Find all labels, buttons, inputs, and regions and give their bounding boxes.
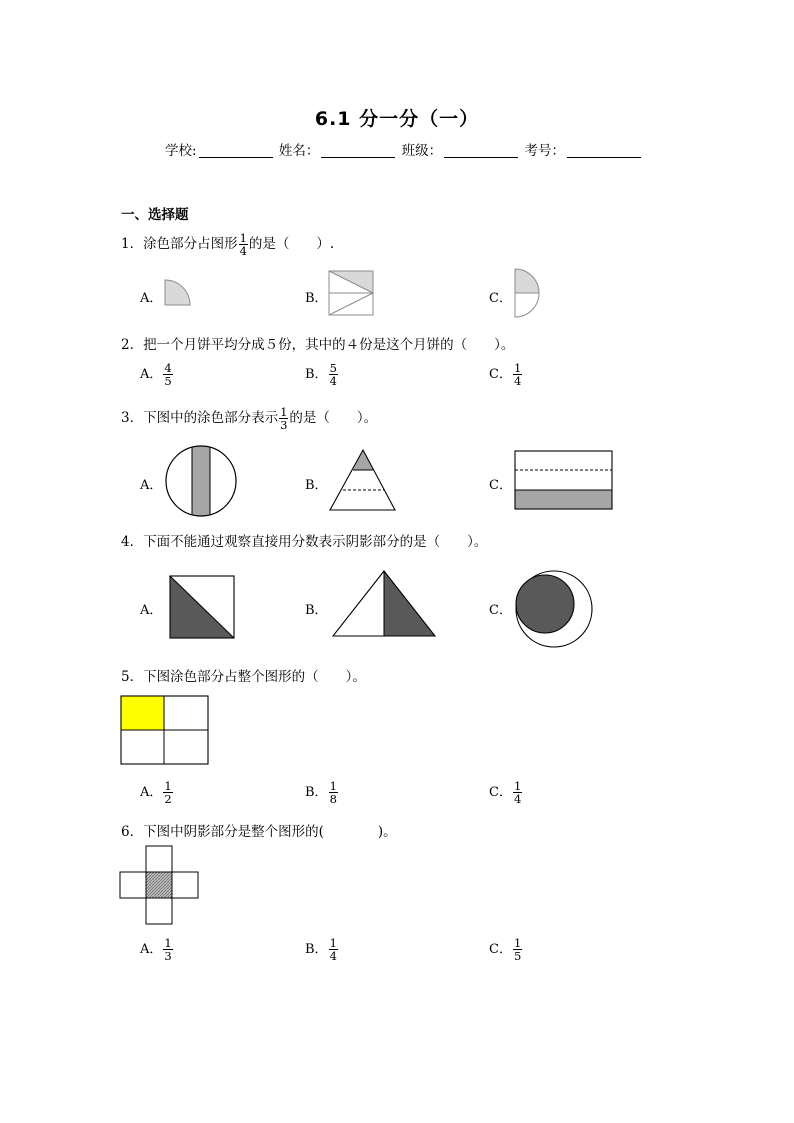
q3-option-a-figure bbox=[166, 446, 238, 518]
question-1-text-before: 1．涂色部分占图形 bbox=[121, 236, 238, 252]
q4-option-a-figure bbox=[170, 576, 236, 640]
fraction-denominator: 4 bbox=[239, 244, 247, 258]
question-3-text-after: 的是（ ）。 bbox=[289, 410, 378, 426]
q4-option-b-label[interactable]: B． bbox=[305, 603, 328, 618]
q1-option-c-figure bbox=[515, 269, 542, 319]
q5-option-c[interactable] bbox=[489, 780, 523, 805]
question-1-text-after: 的是（ ）. bbox=[248, 236, 335, 252]
question-6: 6．下图中阴影部分是整个图形的( )。 bbox=[121, 824, 397, 840]
fraction-numerator: 1 bbox=[164, 936, 172, 950]
fraction-denominator: 5 bbox=[513, 949, 522, 963]
fraction-denominator: 2 bbox=[164, 792, 172, 806]
number-blank[interactable] bbox=[567, 145, 641, 158]
q2-option-b[interactable] bbox=[305, 362, 339, 387]
section-heading: 一、选择题 bbox=[121, 207, 189, 223]
q2-option-a[interactable] bbox=[140, 362, 174, 387]
q3-option-c-figure bbox=[515, 451, 614, 511]
q5-option-b[interactable] bbox=[305, 780, 339, 805]
option-label: C． bbox=[489, 942, 512, 957]
school-blank[interactable] bbox=[199, 145, 273, 158]
option-fraction bbox=[513, 362, 522, 387]
fraction-numerator: 1 bbox=[513, 779, 522, 793]
option-label: A． bbox=[140, 785, 163, 800]
option-fraction bbox=[329, 362, 338, 387]
name-label: 姓名： bbox=[278, 143, 320, 159]
fraction-numerator: 1 bbox=[164, 779, 172, 793]
fraction-numerator: 1 bbox=[329, 779, 337, 793]
q6-option-b[interactable] bbox=[305, 937, 339, 962]
number-label: 考号： bbox=[524, 143, 565, 159]
question-1 bbox=[121, 232, 334, 257]
fraction-denominator: 4 bbox=[513, 792, 522, 806]
option-fraction bbox=[329, 937, 338, 962]
option-fraction bbox=[163, 780, 172, 805]
option-label: A． bbox=[140, 367, 163, 382]
q4-option-c-figure bbox=[515, 571, 595, 649]
fraction-numerator: 5 bbox=[329, 361, 337, 375]
fraction-numerator: 1 bbox=[239, 231, 247, 245]
q6-option-a[interactable] bbox=[140, 937, 174, 962]
fraction-numerator: 1 bbox=[513, 361, 522, 375]
option-label: B． bbox=[305, 942, 328, 957]
class-label: 班级： bbox=[401, 143, 443, 159]
fraction-denominator: 3 bbox=[164, 949, 172, 963]
fraction-numerator: 4 bbox=[164, 361, 172, 375]
option-label: C． bbox=[489, 367, 512, 382]
q4-option-c-label[interactable]: C． bbox=[489, 603, 512, 618]
q4-option-a-label[interactable]: A． bbox=[140, 603, 163, 618]
fraction-numerator: 1 bbox=[513, 936, 522, 950]
q6-option-c[interactable] bbox=[489, 937, 523, 962]
fraction-denominator: 4 bbox=[513, 374, 522, 388]
option-label: A． bbox=[140, 942, 163, 957]
q4-option-b-figure bbox=[333, 571, 437, 638]
option-label: C． bbox=[489, 785, 512, 800]
fraction-denominator: 3 bbox=[280, 418, 288, 432]
question-2: 2．把一个月饼平均分成５份，其中的４份是这个月饼的（ ）。 bbox=[121, 337, 515, 353]
fraction-numerator: 1 bbox=[280, 405, 288, 419]
fraction-numerator: 1 bbox=[329, 936, 337, 950]
q3-option-c-label[interactable]: C． bbox=[489, 478, 512, 493]
question-3-text-before: 3．下图中的涂色部分表示 bbox=[121, 410, 279, 426]
q1-option-b-figure bbox=[329, 271, 375, 317]
option-fraction bbox=[329, 780, 338, 805]
q3-option-a-label[interactable]: A． bbox=[140, 478, 163, 493]
question-5: 5．下图涂色部分占整个图形的（ ）。 bbox=[121, 669, 366, 685]
q5-option-a[interactable] bbox=[140, 780, 174, 805]
fraction-denominator: 4 bbox=[329, 374, 337, 388]
q2-option-c[interactable] bbox=[489, 362, 523, 387]
q1-option-b-label[interactable]: B． bbox=[305, 291, 328, 306]
option-fraction bbox=[513, 780, 522, 805]
school-label: 学校: bbox=[165, 143, 197, 159]
fraction-denominator: 8 bbox=[329, 792, 337, 806]
q3-option-b-figure bbox=[330, 450, 396, 512]
fraction-denominator: 4 bbox=[329, 949, 337, 963]
class-blank[interactable] bbox=[444, 145, 518, 158]
q5-grid-figure bbox=[121, 696, 211, 766]
q1-option-a-figure bbox=[165, 280, 191, 307]
student-info-line bbox=[165, 139, 643, 159]
q6-cross-figure bbox=[120, 846, 200, 926]
option-fraction bbox=[163, 362, 172, 387]
option-fraction bbox=[513, 937, 522, 962]
fraction-denominator: 5 bbox=[164, 374, 172, 388]
question-4: 4．下面不能通过观察直接用分数表示阴影部分的是（ ）。 bbox=[121, 534, 488, 550]
option-label: B． bbox=[305, 367, 328, 382]
option-label: B． bbox=[305, 785, 328, 800]
name-blank[interactable] bbox=[321, 145, 395, 158]
question-3-fraction bbox=[279, 406, 288, 431]
question-3 bbox=[121, 406, 377, 431]
q1-option-c-label[interactable]: C． bbox=[489, 291, 512, 306]
option-fraction bbox=[163, 937, 172, 962]
page-title: 6.1 分一分（一） bbox=[314, 108, 480, 130]
question-1-fraction bbox=[239, 232, 248, 257]
q1-option-a-label[interactable]: A． bbox=[140, 291, 163, 306]
q3-option-b-label[interactable]: B． bbox=[305, 478, 328, 493]
